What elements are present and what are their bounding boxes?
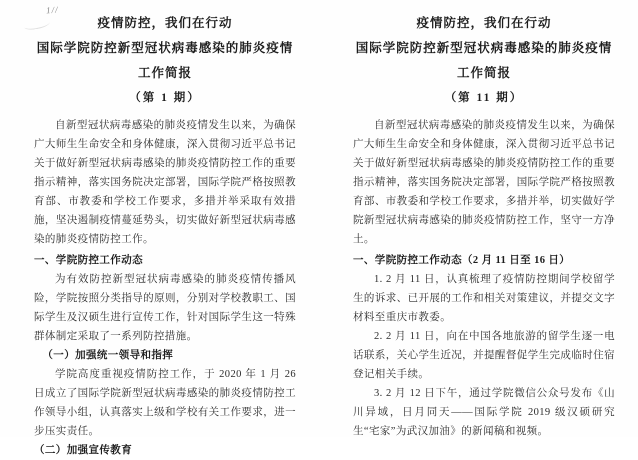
- paragraph-intro: 自新型冠状病毒感染的肺炎疫情发生以来，为确保广大师生生命安全和身体健康，深入贯彻习近平总书记关于做好新型冠状病毒感染的肺炎疫情防控工作的重要指示精神，落实国务院决定部署，国际学院严格按照教育部、市教委和学校工作要求，多措并举，切实做好学院新型冠状病毒感染的肺炎疫情防控工作，坚守一方净土。: [353, 120, 615, 245]
- doc-title-line3: 工作简报: [137, 66, 192, 80]
- doc-title-line2: 国际学院防控新型冠状病毒感染的肺炎疫情: [355, 41, 613, 55]
- sub-heading-1: （一）加强统一领导和指挥: [42, 350, 174, 361]
- list-item-2: 2. 2 月 11 日，向在中国各地旅游的留学生逐一电话联系，关心学生近况，并提醒督促学生完成临时住宿登记相关手续。: [353, 331, 615, 380]
- list-item-3: 3. 2 月 12 日下午，通过学院微信公众号发布《山川异域，日月同天——国际学院 2019 级汉硕研究生“宅家”为武汉加油》的新闻稿和视频。: [353, 388, 615, 437]
- paragraph: 为有效防控新型冠状病毒感染的肺炎疫情传播风险，学院按照分类指导的原则，分别对学校教职工、国际学生及汉硕生进行宣传工作，针对国际学生这一特殊群体制定采取了一系列防控措施。: [34, 274, 296, 342]
- issue-number: （第 1 期）: [129, 92, 201, 104]
- doc-title-line1: 疫情防控，我们在行动: [416, 16, 552, 30]
- sub-heading-2: （二）加强宣传教育: [34, 445, 133, 456]
- doc-title-line1: 疫情防控，我们在行动: [97, 16, 233, 30]
- section-heading: 一、学院防控工作动态: [34, 255, 143, 266]
- doc-title-line3: 工作简报: [456, 66, 511, 80]
- handwritten-corner-mark: 1//: [45, 4, 59, 16]
- issue-number: （第 11 期）: [444, 92, 524, 104]
- paragraph: 学院高度重视疫情防控工作，于 2020 年 1 月 26 日成立了国际学院新型冠状病毒感染的肺炎疫情防控工作领导小组，认真落实上级和学校有关工作要求，进一步压实责任。: [34, 369, 296, 437]
- list-item-1: 1. 2 月 11 日，认真梳理了疫情防控期间学校留学生的诉求、已开展的工作和相关对策建议，并提交文字材料至重庆市教委。: [353, 274, 615, 323]
- paragraph-intro: 自新型冠状病毒感染的肺炎疫情发生以来，为确保广大师生生命安全和身体健康，深入贯彻习近平总书记关于做好新型冠状病毒感染的肺炎疫情防控工作的重要指示精神，落实国务院决定部署，国际学院严格按照教育部、市教委和学校工作要求，多措并举采取有效措施，坚决遏制疫情蔓延势头，切实做好新型冠状病毒感染的肺炎疫情防控工作。: [34, 120, 296, 245]
- section-heading: 一、学院防控工作动态（2 月 11 日至 16 日）: [353, 255, 571, 266]
- doc-title-line2: 国际学院防控新型冠状病毒感染的肺炎疫情: [36, 41, 294, 55]
- page-right: [319, 0, 638, 437]
- page-left: [0, 0, 319, 456]
